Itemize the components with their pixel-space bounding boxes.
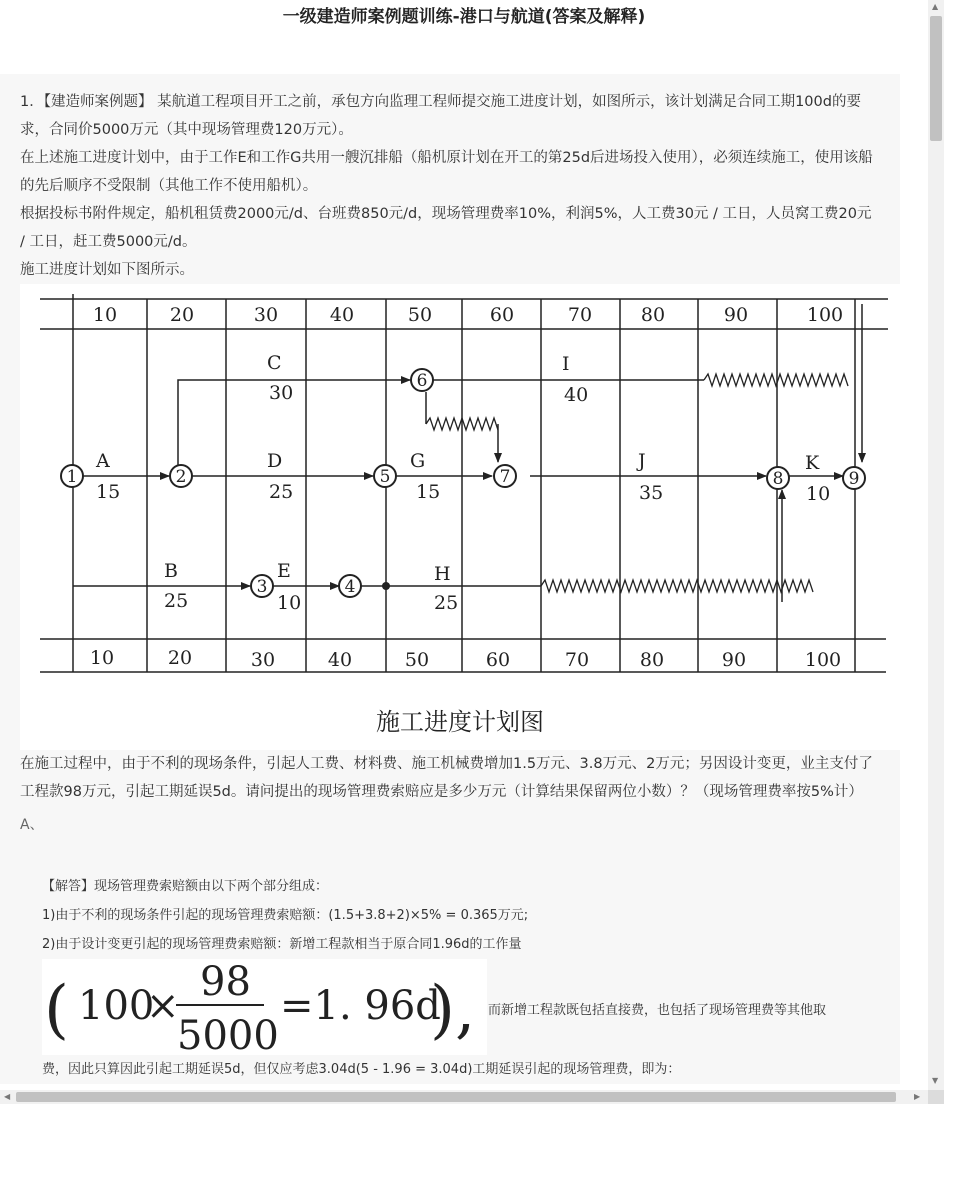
activity-h-name: H xyxy=(434,563,451,585)
activity-c-duration: 30 xyxy=(269,382,294,404)
node-9-label: 9 xyxy=(848,469,860,489)
formula-open-paren: ( xyxy=(44,973,69,1047)
activity-j-duration: 35 xyxy=(639,482,664,504)
time-label-bottom-60: 60 xyxy=(485,649,511,671)
activity-a-duration: 15 xyxy=(96,481,121,503)
solution-block xyxy=(0,872,900,1084)
time-label-bottom-50: 50 xyxy=(404,649,430,671)
activity-b-duration: 25 xyxy=(164,590,189,612)
question-paragraph-2: 在上述施工进度计划中，由于工作E和工作G共用一艘沉排船（船机原计划在开工的第25d后进场投入使用），必须连续施工，使用该船的先后顺序不受限制（其他工作不使用船机）。 xyxy=(20,150,873,194)
activity-e-duration: 10 xyxy=(277,592,302,614)
solution-item-2-continued: 费，因此只算因此引起工期延误5d，但仅应考虑3.04d(5 - 1.96 = 3.04d)工期延误引起的现场管理费，即为： xyxy=(42,1062,681,1077)
activity-g-duration: 15 xyxy=(416,481,441,503)
formula-row xyxy=(42,959,860,1055)
activity-k-name: K xyxy=(805,452,820,474)
node-1-label: 1 xyxy=(66,467,78,487)
node-4-label: 4 xyxy=(344,577,356,597)
time-label-top-70: 70 xyxy=(567,304,593,326)
time-label-top-80: 80 xyxy=(640,304,666,326)
node-8-label: 8 xyxy=(772,469,784,489)
scroll-left-arrow-icon[interactable]: ◀ xyxy=(4,1092,11,1101)
scroll-right-arrow-icon[interactable]: ▶ xyxy=(914,1092,921,1101)
solution-item-1: 1)由于不利的现场条件引起的现场管理费索赔额：(1.5+3.8+2)×5% = 0.365万元; xyxy=(42,908,529,923)
solution-item-2: 2)由于设计变更引起的现场管理费索赔额：新增工程款相当于原合同1.96d的工作量 xyxy=(42,937,522,952)
schedule-network-svg xyxy=(20,284,900,750)
time-label-bottom-30: 30 xyxy=(250,649,276,671)
activity-a-name: A xyxy=(96,450,110,472)
node-3-label: 3 xyxy=(256,577,268,597)
formula-a: 100 xyxy=(78,983,155,1029)
formula-image xyxy=(42,959,487,1055)
activity-h-float-wave xyxy=(541,580,813,592)
formula-svg xyxy=(42,959,487,1055)
diagram-caption: 施工进度计划图 xyxy=(376,708,544,736)
time-label-top-100: 100 xyxy=(806,304,844,326)
time-label-top-90: 90 xyxy=(723,304,749,326)
formula-times: × xyxy=(146,983,180,1029)
activity-j-name: J xyxy=(638,450,646,472)
activity-d-duration: 25 xyxy=(269,481,294,503)
scroll-up-arrow-icon[interactable]: ▲ xyxy=(932,2,939,11)
time-label-top-10: 10 xyxy=(92,304,118,326)
node-5-label: 5 xyxy=(379,467,391,487)
node-7-label: 7 xyxy=(499,467,511,487)
time-label-bottom-90: 90 xyxy=(721,649,747,671)
time-label-bottom-10: 10 xyxy=(89,647,115,669)
time-label-top-50: 50 xyxy=(407,304,433,326)
solution-item-2-rest: 而新增工程款既包括直接费，也包括了现场管理费等其他取 xyxy=(488,1003,827,1018)
question-paragraph-4: 施工进度计划如下图所示。 xyxy=(20,262,194,278)
time-label-bottom-80: 80 xyxy=(639,649,665,671)
activity-d-name: D xyxy=(267,450,283,472)
question-paragraph-1: 1．【建造师案例题】 某航道工程项目开工之前，承包方向监理工程师提交施工进度计划，如图所示，该计划满足合同工期100d的要求，合同价5000万元（其中现场管理费120万元）。 xyxy=(20,94,861,138)
formula-denominator: 5000 xyxy=(177,1013,279,1055)
formula-numerator: 98 xyxy=(200,959,251,1005)
activity-i-float-wave xyxy=(704,374,848,386)
vertical-scrollbar[interactable] xyxy=(928,0,944,1090)
activity-h-duration: 25 xyxy=(434,592,459,614)
time-label-bottom-20: 20 xyxy=(167,647,193,669)
question-panel xyxy=(0,74,900,1084)
activity-c-name: C xyxy=(267,352,282,374)
activity-c-arrow xyxy=(178,380,410,465)
horizontal-scrollbar[interactable] xyxy=(0,1090,928,1104)
time-label-bottom-40: 40 xyxy=(327,649,353,671)
time-label-top-60: 60 xyxy=(489,304,515,326)
junction-dot xyxy=(382,582,390,590)
activity-i-name: I xyxy=(562,353,570,375)
activity-e-name: E xyxy=(277,560,291,582)
time-label-top-20: 20 xyxy=(169,304,195,326)
solution-intro: 【解答】现场管理费索赔额由以下两个部分组成： xyxy=(42,879,329,894)
time-label-bottom-70: 70 xyxy=(564,649,590,671)
activity-i-duration: 40 xyxy=(564,384,589,406)
vertical-scrollbar-thumb[interactable] xyxy=(930,16,942,141)
activity-b-name: B xyxy=(164,560,178,582)
horizontal-scrollbar-thumb[interactable] xyxy=(16,1092,896,1102)
page-title: 一级建造师案例题训练-港口与航道(答案及解释) xyxy=(282,7,646,27)
activity-k-duration: 10 xyxy=(806,483,831,505)
formula-result: =1. 96d xyxy=(280,983,441,1029)
scroll-down-arrow-icon[interactable]: ▼ xyxy=(932,1076,939,1085)
schedule-diagram xyxy=(20,284,900,750)
formula-close-paren: ), xyxy=(430,973,476,1047)
activity-g-name: G xyxy=(410,450,426,472)
time-label-top-30: 30 xyxy=(253,304,279,326)
time-label-bottom-100: 100 xyxy=(804,649,842,671)
question-paragraph-3: 根据投标书附件规定，船机租赁费2000元/d、台班费850元/d，现场管理费率10%，利润5%，人工费30元 / 工日，人员窝工费20元 / 工日，赶工费5000元/d。 xyxy=(20,206,872,250)
scrollbar-corner xyxy=(928,1090,944,1104)
time-label-top-40: 40 xyxy=(329,304,355,326)
answer-option-a: A、 xyxy=(20,817,44,833)
node-2-label: 2 xyxy=(175,467,187,487)
node-6-label: 6 xyxy=(416,371,428,391)
question-paragraph-5: 在施工过程中，由于不利的现场条件，引起人工费、材料费、施工机械费增加1.5万元、3.8万元、2万元；另因设计变更，业主支付了工程款98万元，引起工期延误5d。请问提出的现场管理费索赔应是多少万元（计算结果保留两位小数）？（现场管理费率按5%计） xyxy=(20,756,873,800)
